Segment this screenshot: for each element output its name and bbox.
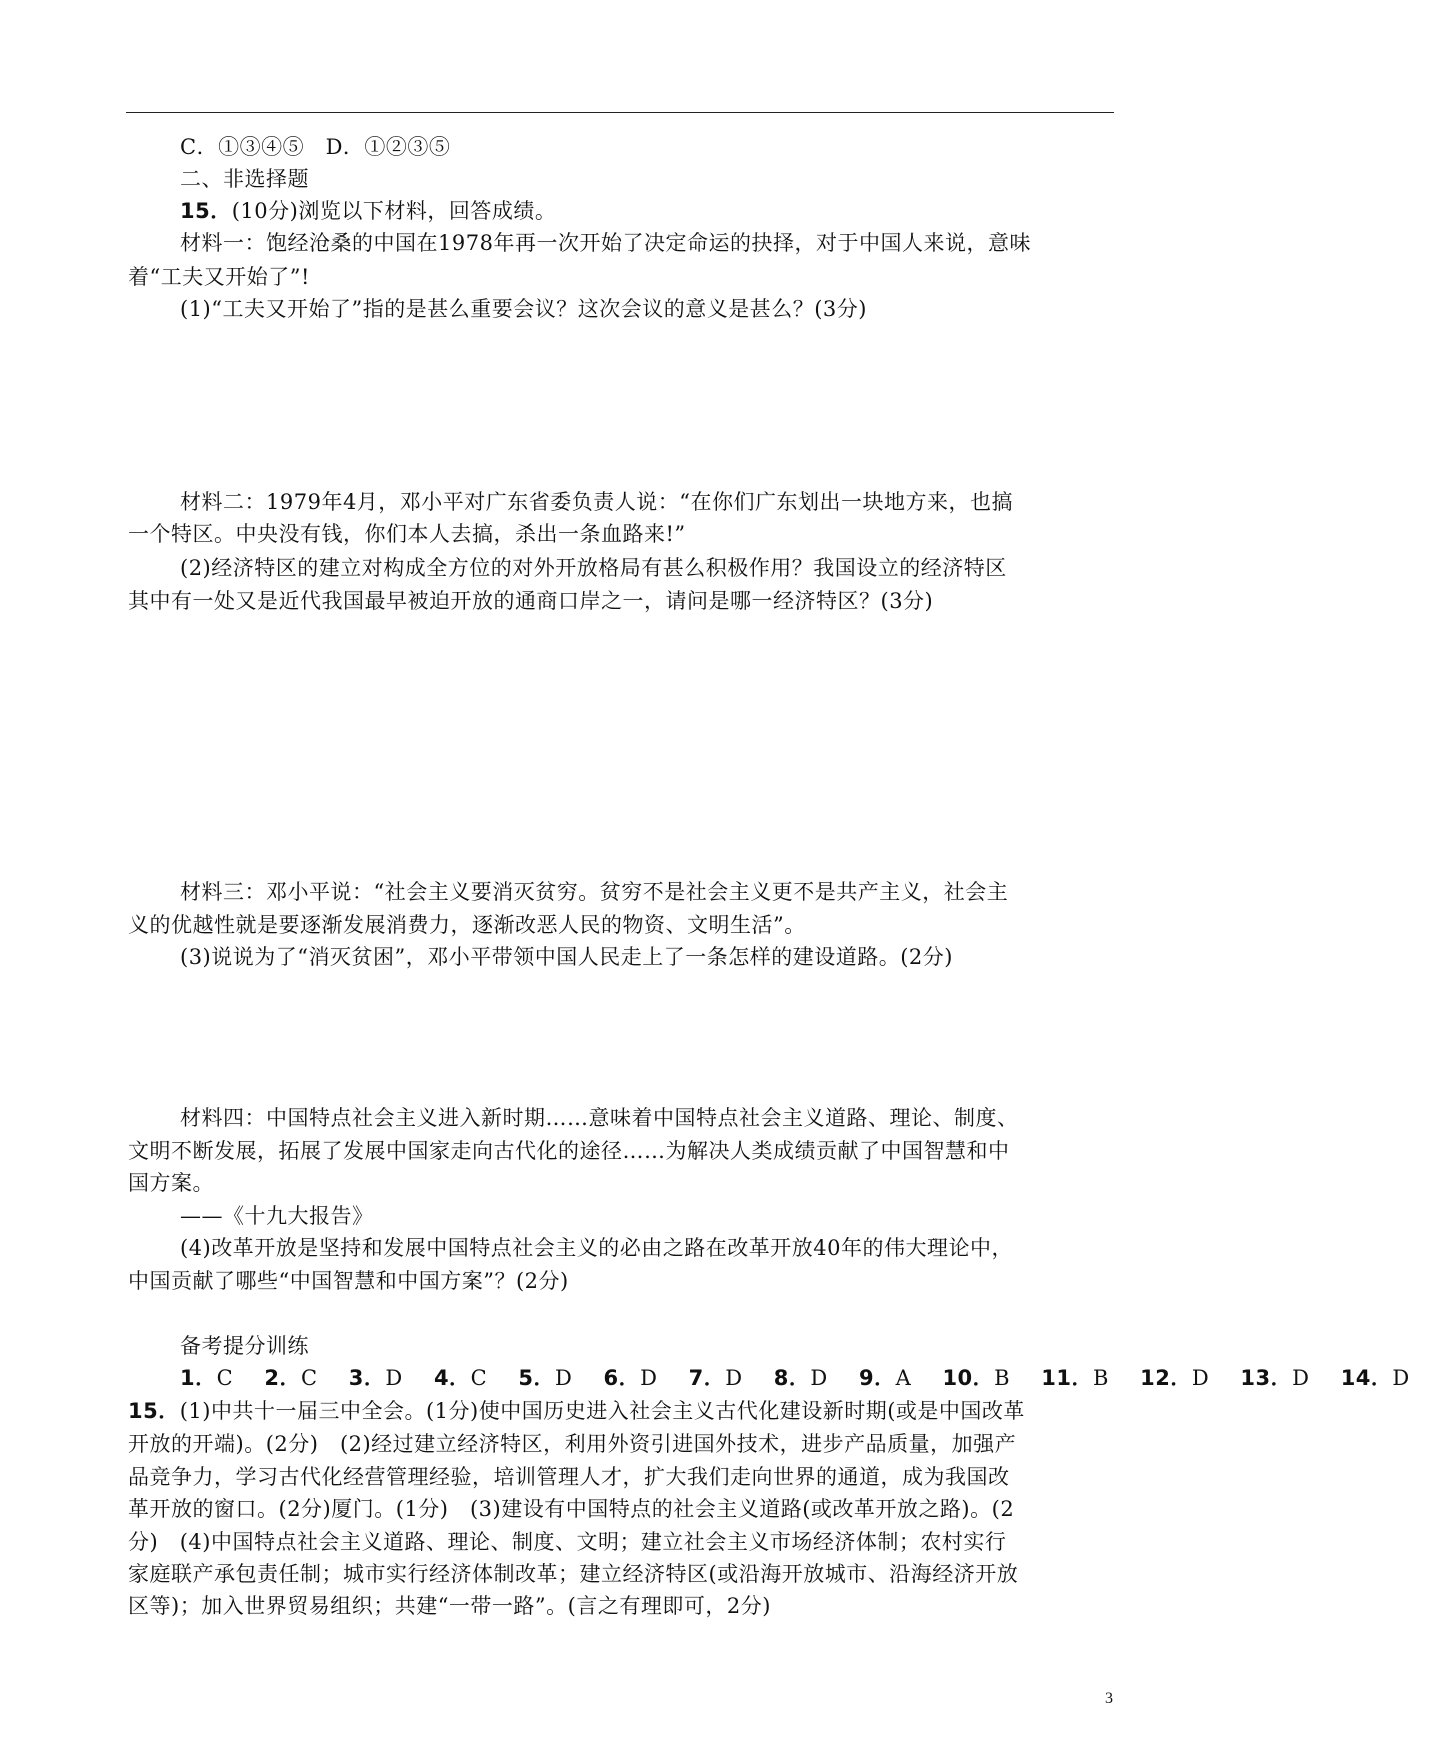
answer-15-line-7: 区等)；加入世界贸易组织；共建“一带一路”。(言之有理即可，2分) <box>128 1594 771 1618</box>
answer-15-line-5: 分) (4)中国特点社会主义道路、理论、制度、文明；建立社会主义市场经济体制；农村实行 <box>128 1530 1007 1554</box>
question-number: 15． <box>180 199 232 223</box>
answer-item: 14．D <box>1340 1366 1410 1390</box>
answer-item: 3．D <box>348 1366 403 1390</box>
answer-item: 7．D <box>688 1366 743 1390</box>
answer-item: 8．D <box>773 1366 828 1390</box>
sub-question-4-line-1: (4)改革开放是坚持和发展中国特点社会主义的必由之路在改革开放40年的伟大理论中， <box>180 1236 1013 1260</box>
material-3-line-1: 材料三：邓小平说：“社会主义要消灭贫穷。贫穷不是社会主义更不是共产主义，社会主 <box>180 880 1009 904</box>
sub-question-2-line-1: (2)经济特区的建立对构成全方位的对外开放格局有甚么积极作用？我国设立的经济特区 <box>180 556 1007 580</box>
question-15 <box>180 196 556 226</box>
answer-item: 12．D <box>1140 1366 1210 1390</box>
answer-15-line-4: 革开放的窗口。(2分)厦门。(1分) (3)建设有中国特点的社会主义道路(或改革开放之路)。(2 <box>128 1497 1015 1521</box>
answer-item: 6．D <box>603 1366 658 1390</box>
material-4-line-3: 国方案。 <box>128 1171 214 1195</box>
sub-question-3: (3)说说为了“消灭贫困”，邓小平带领中国人民走上了一条怎样的建设道路。(2分) <box>180 945 953 969</box>
answer-item: 11．B <box>1041 1366 1109 1390</box>
options-line: C．①③④⑤ D．①②③⑤ <box>180 135 451 159</box>
sub-question-1: (1)“工夫又开始了”指的是甚么重要会议？这次会议的意义是甚么？(3分) <box>180 297 867 321</box>
question-text: (10分)浏览以下材料，回答成绩。 <box>231 199 557 223</box>
answer-number: 15． <box>128 1399 180 1423</box>
answer-item: 13．D <box>1240 1366 1310 1390</box>
answer-text: (1)中共十一届三中全会。(1分)使中国历史进入社会主义古代化建设新时期(或是中国改革 <box>179 1399 1025 1423</box>
answer-item: 2．C <box>264 1366 318 1390</box>
header-rule <box>126 112 1114 113</box>
material-3-line-2: 义的优越性就是要逐渐发展消费力，逐渐改恶人民的物资、文明生活”。 <box>128 913 806 937</box>
answer-item: 10．B <box>942 1366 1011 1390</box>
page-number: 3 <box>1105 1690 1113 1707</box>
answer-15-line-2: 开放的开端)。(2分) (2)经过建立经济特区，利用外资引进国外技术，进步产品质量，加强产 <box>128 1432 1017 1456</box>
answer-item: 4．C <box>433 1366 488 1390</box>
answer-15-line-1 <box>128 1396 1025 1426</box>
sub-question-2-line-2: 其中有一处又是近代我国最早被迫开放的通商口岸之一，请问是哪一经济特区？(3分) <box>128 589 934 613</box>
answer-item: 1．C <box>180 1366 234 1390</box>
answer-item: 9．A <box>858 1366 912 1390</box>
material-1-line-2: 着“工夫又开始了”! <box>128 265 310 289</box>
answer-item: 5．D <box>518 1366 573 1390</box>
material-2-line-2: 一个特区。中央没有钱，你们本人去搞，杀出一条血路来!” <box>128 522 686 546</box>
answer-15-line-6: 家庭联产承包责任制；城市实行经济体制改革；建立经济特区(或沿海开放城市、沿海经济开放 <box>128 1562 1019 1586</box>
answer-section-title: 备考提分训练 <box>180 1334 309 1358</box>
material-4-source: ——《十九大报告》 <box>180 1204 374 1228</box>
material-4-line-1: 材料四：中国特点社会主义进入新时期……意味着中国特点社会主义道路、理论、制度、 <box>180 1106 1019 1130</box>
answer-key-row <box>180 1363 1434 1393</box>
material-4-line-2: 文明不断发展，拓展了发展中国家走向古代化的途径……为解决人类成绩贡献了中国智慧和中 <box>128 1139 1010 1163</box>
sub-question-4-line-2: 中国贡献了哪些“中国智慧和中国方案”？(2分) <box>128 1269 569 1293</box>
section-heading: 二、非选择题 <box>180 167 309 191</box>
material-1-line-1: 材料一：饱经沧桑的中国在1978年再一次开始了决定命运的抉择，对于中国人来说，意味 <box>180 231 1031 255</box>
material-2-line-1: 材料二：1979年4月，邓小平对广东省委负责人说：“在你们广东划出一块地方来，也搞 <box>180 490 1014 514</box>
answer-15-line-3: 品竞争力，学习古代化经营管理经验，培训管理人才，扩大我们走向世界的通道，成为我国改 <box>128 1465 1010 1489</box>
